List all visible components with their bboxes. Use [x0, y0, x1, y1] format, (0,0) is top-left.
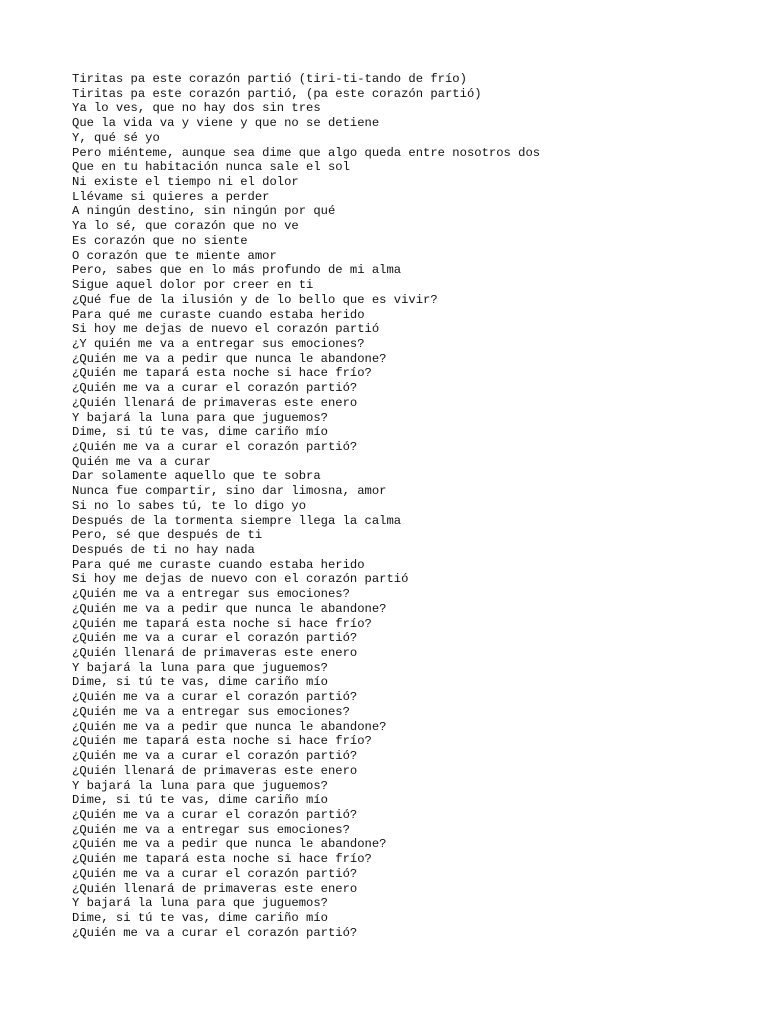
lyric-line: ¿Quién me va a curar el corazón partió?: [72, 690, 358, 705]
lyrics-text-block: [72, 72, 540, 940]
lyric-line: Que en tu habitación nunca sale el sol: [72, 160, 350, 175]
lyric-line: ¿Quién me va a entregar sus emociones?: [72, 822, 350, 837]
lyric-line: Tiritas pa este corazón partió (tiri-ti-tando de frío): [72, 72, 467, 86]
lyric-line: ¿Quién me va a entregar sus emociones?: [72, 587, 350, 602]
lyric-line: Para qué me curaste cuando estaba herido: [72, 307, 365, 322]
lyric-line: Si hoy me dejas de nuevo con el corazón partió: [72, 572, 409, 587]
lyric-line: ¿Quién llenará de primaveras este enero: [72, 881, 358, 896]
lyric-line: ¿Quién llenará de primaveras este enero: [72, 763, 358, 778]
lyric-line: A ningún destino, sin ningún por qué: [72, 204, 336, 219]
lyric-line: Pero, sé que después de ti: [72, 528, 263, 543]
lyric-line: Que la vida va y viene y que no se detiene: [72, 116, 380, 131]
lyric-line: ¿Quién me tapará esta noche si hace frío?: [72, 734, 372, 749]
lyric-line: ¿Quién me va a curar el corazón partió?: [72, 866, 358, 881]
lyric-line: Es corazón que no siente: [72, 233, 248, 248]
lyric-line: ¿Quién me va a curar el corazón partió?: [72, 631, 358, 646]
lyric-line: Dime, si tú te vas, dime cariño mío: [72, 425, 328, 440]
lyric-line: Pero miénteme, aunque sea dime que algo queda entre nosotros dos: [72, 145, 541, 160]
lyric-line: ¿Quién me va a pedir que nunca le abandone?: [72, 351, 387, 366]
lyric-line: Y, qué sé yo: [72, 130, 160, 145]
lyric-line: Si hoy me dejas de nuevo el corazón partió: [72, 322, 380, 337]
lyric-line: Sigue aquel dolor por creer en ti: [72, 278, 314, 293]
lyric-line: Dime, si tú te vas, dime cariño mío: [72, 910, 328, 925]
lyric-line: ¿Quién me tapará esta noche si hace frío?: [72, 616, 372, 631]
lyric-line: Dime, si tú te vas, dime cariño mío: [72, 793, 328, 808]
lyric-line: O corazón que te miente amor: [72, 248, 277, 263]
lyric-line: ¿Quién me tapará esta noche si hace frío?: [72, 366, 372, 381]
lyric-line: Tiritas pa este corazón partió, (pa este corazón partió): [72, 86, 482, 101]
lyric-line: Y bajará la luna para que juguemos?: [72, 660, 328, 675]
lyric-line: Ni existe el tiempo ni el dolor: [72, 175, 299, 190]
lyric-line: Y bajará la luna para que juguemos?: [72, 410, 328, 425]
lyric-line: ¿Quién me va a pedir que nunca le abandone?: [72, 601, 387, 616]
lyric-line: Llévame si quieres a perder: [72, 189, 270, 204]
lyric-line: ¿Quién llenará de primaveras este enero: [72, 395, 358, 410]
lyric-line: ¿Quién llenará de primaveras este enero: [72, 646, 358, 661]
lyric-line: Dime, si tú te vas, dime cariño mío: [72, 675, 328, 690]
lyric-line: Ya lo ves, que no hay dos sin tres: [72, 101, 321, 116]
lyric-line: Dar solamente aquello que te sobra: [72, 469, 321, 484]
lyric-line: Y bajará la luna para que juguemos?: [72, 778, 328, 793]
lyric-line: ¿Qué fue de la ilusión y de lo bello que es vivir?: [72, 292, 438, 307]
lyric-line: ¿Quién me va a curar el corazón partió?: [72, 439, 358, 454]
lyric-line: Pero, sabes que en lo más profundo de mi alma: [72, 263, 402, 278]
lyric-line: Ya lo sé, que corazón que no ve: [72, 219, 299, 234]
lyric-line: ¿Y quién me va a entregar sus emociones?: [72, 336, 365, 351]
lyric-line: ¿Quién me va a curar el corazón partió?: [72, 381, 358, 396]
lyric-line: Después de ti no hay nada: [72, 543, 255, 557]
lyric-line: Después de la tormenta siempre llega la calma: [72, 513, 402, 528]
lyric-line: ¿Quién me va a curar el corazón partió?: [72, 807, 358, 822]
lyric-line: ¿Quién me va a pedir que nunca le abandone?: [72, 837, 387, 852]
lyric-line: ¿Quién me tapará esta noche si hace frío?: [72, 852, 372, 867]
lyric-line: ¿Quién me va a curar el corazón partió?: [72, 749, 358, 764]
lyric-line: ¿Quién me va a curar el corazón partió?: [72, 925, 358, 940]
lyric-line: Y bajará la luna para que juguemos?: [72, 896, 328, 911]
lyric-line: Para qué me curaste cuando estaba herido: [72, 557, 365, 572]
lyric-line: Si no lo sabes tú, te lo digo yo: [72, 498, 307, 513]
lyric-line: ¿Quién me va a pedir que nunca le abandone?: [72, 719, 387, 734]
lyric-line: Nunca fue compartir, sino dar limosna, amor: [72, 484, 387, 499]
lyric-line: Quién me va a curar: [72, 454, 211, 469]
lyric-line: ¿Quién me va a entregar sus emociones?: [72, 704, 350, 719]
